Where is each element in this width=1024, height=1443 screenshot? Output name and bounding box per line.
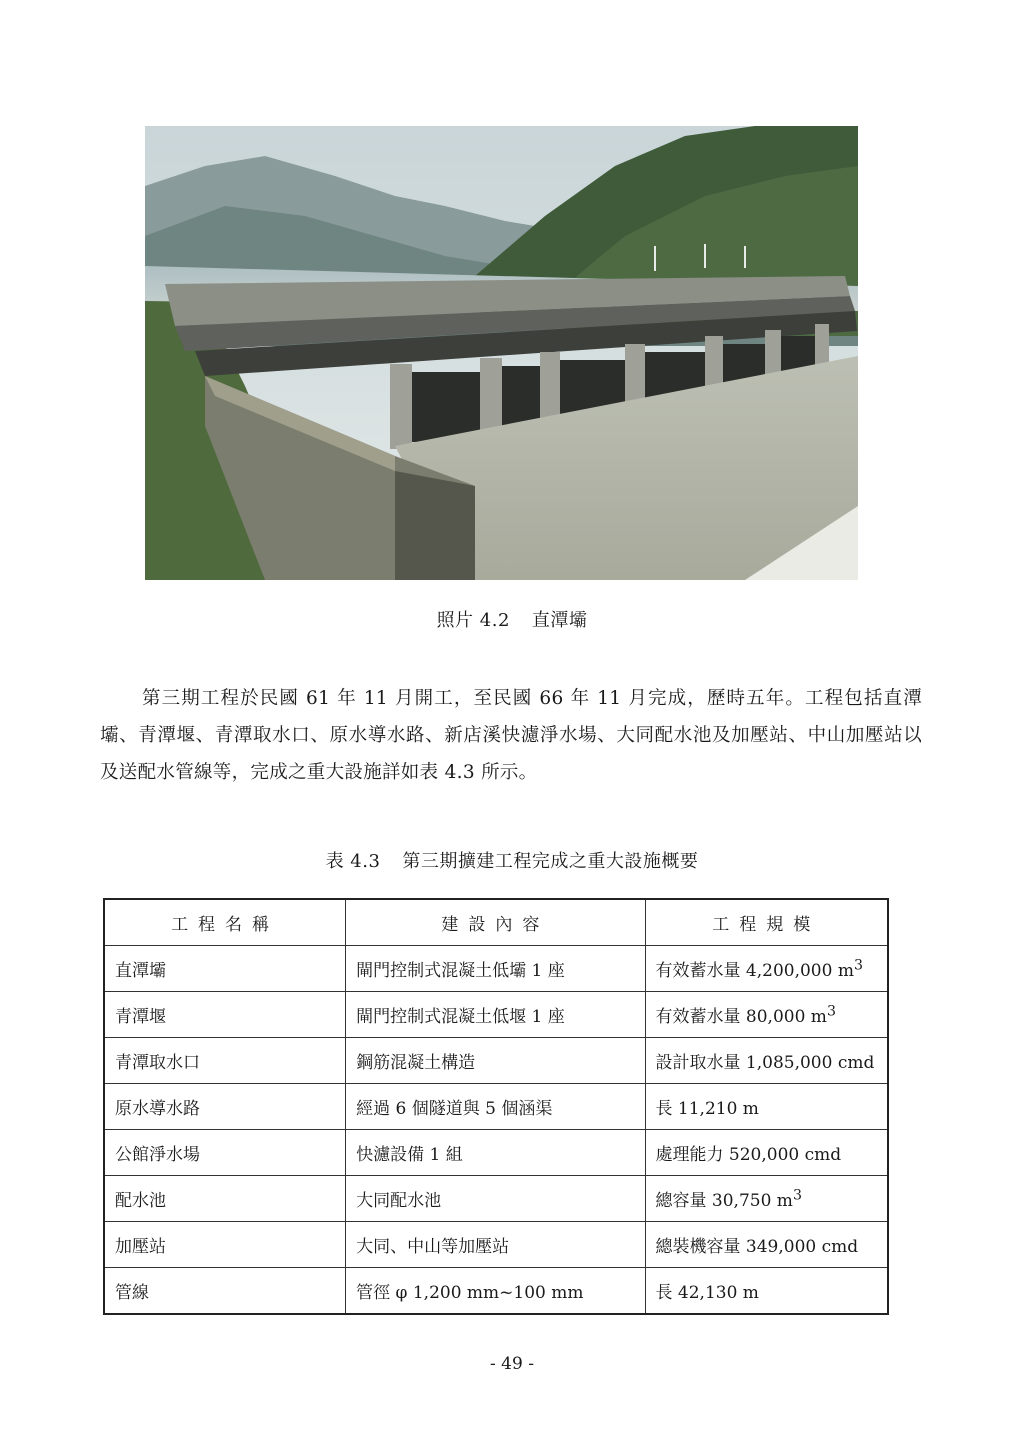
cell-content: 經過 6 個隧道與 5 個涵渠 (346, 1084, 645, 1130)
cell-content: 鋼筋混凝土構造 (346, 1038, 645, 1084)
cell-scale-sup: 3 (792, 1187, 802, 1204)
cell-name: 青潭堰 (104, 992, 346, 1038)
cell-scale (645, 1130, 888, 1176)
header-content: 建設內容 (346, 899, 645, 946)
cell-scale (645, 946, 888, 992)
dam-photo (145, 126, 858, 580)
cell-content: 閘門控制式混凝土低壩 1 座 (346, 946, 645, 992)
photo-caption (0, 606, 1024, 632)
photo-caption-label: 照片 4.2 (436, 610, 510, 631)
cell-name: 管線 (104, 1268, 346, 1315)
table-row (104, 1268, 888, 1315)
page-number: - 49 - (490, 1354, 534, 1374)
table-row (104, 946, 888, 992)
table-row (104, 1038, 888, 1084)
cell-scale-text: 總裝機容量 349,000 cmd (655, 1237, 859, 1257)
table-caption-label: 表 4.3 (325, 851, 381, 872)
cell-content: 快濾設備 1 組 (346, 1130, 645, 1176)
cell-scale-sup: 3 (853, 957, 863, 974)
cell-scale-text: 長 42,130 m (655, 1283, 759, 1303)
cell-scale (645, 992, 888, 1038)
table-caption-title: 第三期擴建工程完成之重大設施概要 (402, 851, 699, 872)
facilities-table (103, 898, 889, 1315)
cell-scale (645, 1084, 888, 1130)
cell-scale (645, 1268, 888, 1315)
cell-name: 配水池 (104, 1176, 346, 1222)
cell-scale-text: 有效蓄水量 80,000 m (655, 1007, 827, 1027)
cell-content: 閘門控制式混凝土低堰 1 座 (346, 992, 645, 1038)
cell-name: 直潭壩 (104, 946, 346, 992)
cell-scale-text: 長 11,210 m (655, 1099, 759, 1119)
body-paragraph: 第三期工程於民國 61 年 11 月開工，至民國 66 年 11 月完成，歷時五年。工程包括直潭壩、青潭堰、青潭取水口、原水導水路、新店溪快濾淨水場、大同配水池及加壓站、中山加壓站以及送配水管線等，完成之重大設施詳如表 4.3 所示。 (100, 688, 922, 783)
cell-content: 大同、中山等加壓站 (346, 1222, 645, 1268)
cell-name: 原水導水路 (104, 1084, 346, 1130)
table-row (104, 1130, 888, 1176)
table-caption (0, 847, 1024, 873)
header-scale: 工程規模 (645, 899, 888, 946)
cell-name: 加壓站 (104, 1222, 346, 1268)
table-row (104, 1222, 888, 1268)
cell-scale-text: 設計取水量 1,085,000 cmd (655, 1053, 875, 1073)
dam-photo-icon (145, 126, 858, 580)
header-name: 工程名稱 (104, 899, 346, 946)
cell-scale-text: 總容量 30,750 m (655, 1191, 793, 1211)
table-row (104, 1176, 888, 1222)
photo-caption-title: 直潭壩 (531, 610, 588, 631)
cell-scale-text: 處理能力 520,000 cmd (655, 1145, 842, 1165)
cell-scale-sup: 3 (826, 1003, 836, 1020)
table-row (104, 1084, 888, 1130)
cell-scale-text: 有效蓄水量 4,200,000 m (655, 961, 854, 981)
cell-name: 公館淨水場 (104, 1130, 346, 1176)
cell-content: 大同配水池 (346, 1176, 645, 1222)
table-row (104, 992, 888, 1038)
cell-scale (645, 1222, 888, 1268)
cell-scale (645, 1038, 888, 1084)
cell-scale (645, 1176, 888, 1222)
cell-content: 管徑 φ 1,200 mm~100 mm (346, 1268, 645, 1315)
table-header-row (104, 899, 888, 946)
cell-name: 青潭取水口 (104, 1038, 346, 1084)
